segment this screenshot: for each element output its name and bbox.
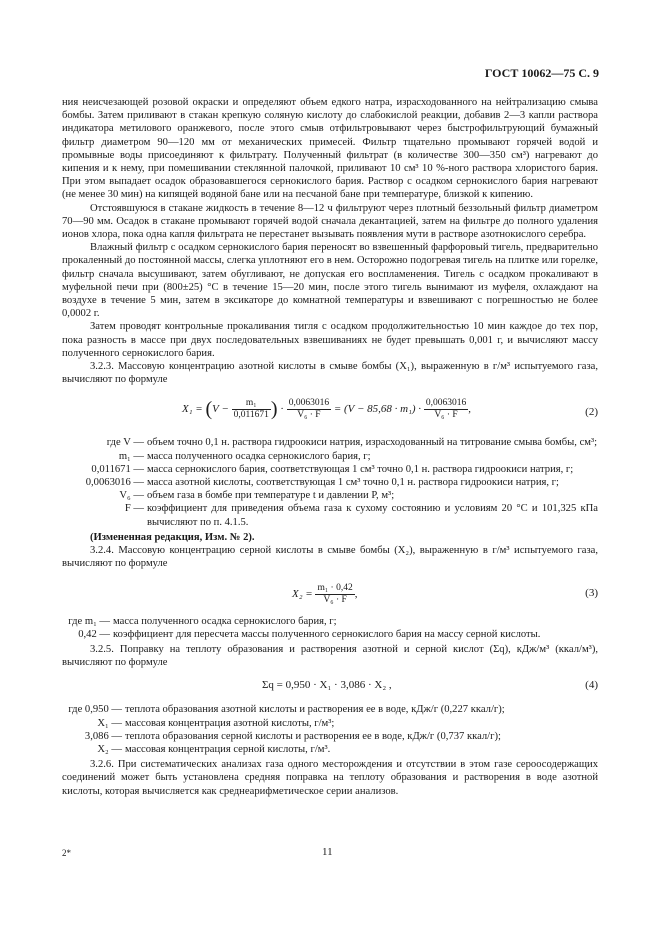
page-content bbox=[62, 96, 598, 798]
definition-row bbox=[62, 476, 598, 489]
formula-2-frac-1 bbox=[232, 398, 271, 421]
definition-key: 3,086 — bbox=[84, 730, 122, 742]
definition-key: где V — bbox=[106, 437, 144, 449]
definition-text: масса полученного осадка сернокислого бария, г; bbox=[147, 450, 371, 462]
definition-key: F — bbox=[124, 503, 144, 515]
definition-key: где 0,950 — bbox=[68, 704, 122, 716]
formula-2-frac-2-num: 0,0063016 bbox=[288, 398, 330, 409]
paragraph-3: Влажный фильтр с осадком сернокислого бария переносят во взвешенный фарфоровый тигель, предварительно прокаленный до постоянной массы, слегка уплотняют его в нем. Осторожно подогревая тигель на плитке или горелке, фильтр сначала высушивают, затем обугливают, не допуская его воспламенения. Тигель с осадком прокаливают в муфельной печи при (800±25) °С в течение 15—20 мин, после этого тигель вынимают из муфеля, охлаждают на воздухе в течение 5 мин, затем в эксикаторе до комнатной температуры и взвешивают с погрешностью не более 0,0002 г. bbox=[62, 242, 598, 320]
formula-2-body: X₁ = (V − $\frac{\text{m₁}}{0,011671}$ ) · $\frac{0,0063016}{\text{V₆ · F}}$ = (V − 85,68 · m₁) · $\frac{0,0063016}{\text{V₆ · F}}$ , bbox=[182, 398, 471, 421]
definition-text: масса полученного осадка сернокислого бария, г; bbox=[113, 615, 337, 627]
definition-key: X₁ — bbox=[97, 717, 122, 729]
formula-3-number: (3) bbox=[585, 586, 598, 599]
formula-2-number: (2) bbox=[585, 406, 598, 419]
definition-text: масса азотной кислоты, соответствующая 1 см³ точно 0,1 н. раствора гидроокиси натрия, г; bbox=[147, 477, 559, 489]
definition-row bbox=[62, 615, 598, 628]
definition-row bbox=[62, 628, 598, 641]
definition-text: теплота образования азотной кислоты и растворения ее в воде, кДж/г (0,227 ккал/г); bbox=[125, 704, 505, 716]
definition-row bbox=[62, 730, 598, 743]
paragraph-3-2-6: 3.2.6. При систематических анализах газа одного месторождения и отсутствии в этом газе сероосодержащих соединений может быть установлена средняя поправка на теплоту образования и растворения в воде азотной кислоты, которая вычисляется как среднеарифметическое серии анализов. bbox=[62, 759, 598, 797]
paragraph-4: Затем проводят контрольные прокаливания тигля с осадком продолжительностью 10 мин каждое до тех пор, пока разность в массе при двух последовательных взвешиваниях не будет превышать 0,001 г, и вычисляют массу полученного сернокислого бария. bbox=[62, 321, 598, 359]
formula-4-body: Σq = 0,950 · X₁ · 3,086 · X₂ , bbox=[262, 679, 392, 692]
formula-3-frac bbox=[315, 583, 354, 606]
definition-row bbox=[62, 743, 598, 756]
formula-2-paren-open: ( bbox=[205, 398, 213, 421]
formula-2-frac-3-den: V₆ · F bbox=[434, 410, 458, 421]
definition-text: масса сернокислого бария, соответствующая 1 см³ точно 0,1 н. раствора гидроокиси натрия, г; bbox=[147, 463, 574, 475]
formula-2-v-minus: V − bbox=[212, 403, 229, 416]
definition-row bbox=[62, 463, 598, 476]
formula-4-number: (4) bbox=[585, 679, 598, 692]
definition-key: X₂ — bbox=[97, 743, 122, 755]
formula-2-frac-1-num: m₁ bbox=[232, 398, 271, 410]
amendment-note: (Измененная редакция, Изм. № 2). bbox=[90, 531, 255, 543]
paragraph-1: ния неисчезающей розовой окраски и определяют объем едкого натра, израсходованного на нейтрализацию смыва бомбы. Затем приливают в стакан крепкую соляную кислоту до слабокислой реакции, добавив 2—3 капли раствора индикатора метилового оранжевого, после этого смыв отфильтровывают через быстрофильтрующий бумажный фильтр диаметром 90—120 мм от механических примесей. Фильтр тщательно промывают горячей водой и промывные воды присоединяют к фильтрату. Полученный фильтрат (в количестве 300—350 см³) нагревают до кипения и к нему, при помешивании стеклянной палочкой, приливают 10 см³ 10 %-ного раствора хлористого бария. При этом выпадает осадок образовавшегося сернокислого бария. Раствор с осадком сернокислого бария нагревают (не менее 30 мин) на кипящей водяной бане или на песчаной бане при температуре, близкой к кипению. bbox=[62, 97, 598, 201]
definition-text: массовая концентрация азотной кислоты, г/м³; bbox=[125, 717, 335, 729]
definition-key: m₁ — bbox=[118, 450, 144, 462]
formula-3-body: X₂ = $\frac{\text{m₁ · 0,42}}{\text{V₆ · F}}$ , bbox=[292, 582, 358, 605]
definition-row bbox=[62, 703, 598, 716]
paragraph-3-2-3: 3.2.3. Массовую концентрацию азотной кислоты в смыве бомбы (X₁), выраженную в г/м³ испытуемого газа, вычисляют по формуле bbox=[62, 361, 598, 386]
formula-2-frac-1-den: 0,011671 bbox=[233, 410, 269, 421]
definition-text: теплота образования серной кислоты и растворения ее в воде, кДж/г (0,737 ккал/г); bbox=[125, 730, 501, 742]
formula-2-mid: = (V − 85,68 · m₁) · bbox=[333, 403, 422, 416]
formula-3 bbox=[62, 577, 598, 611]
definition-row bbox=[62, 489, 598, 502]
formula-3-lhs: X₂ = bbox=[292, 587, 313, 600]
footer-signature-mark: 2* bbox=[62, 848, 71, 858]
definition-row bbox=[62, 436, 598, 449]
formula-2-lhs: X₁ = bbox=[182, 403, 203, 416]
definition-key: 0,0063016 — bbox=[85, 477, 144, 489]
definitions-2 bbox=[62, 436, 598, 528]
page-number: 11 bbox=[322, 846, 333, 858]
formula-2-frac-3-num: 0,0063016 bbox=[425, 398, 467, 409]
formula-2-frac-2 bbox=[287, 398, 331, 421]
definition-row bbox=[62, 450, 598, 463]
definition-text: коэффициент для приведения объема газа к сухому состоянию и условиям 20 °С и 101,325 кПа вычисляют по п. 4.1.5. bbox=[147, 503, 598, 528]
definitions-4 bbox=[62, 703, 598, 756]
page-header: ГОСТ 10062—75 С. 9 bbox=[484, 66, 599, 80]
definition-text: объем точно 0,1 н. раствора гидроокиси натрия, израсходованный на титрование смыва бомбы, см³; bbox=[147, 437, 598, 449]
formula-2-paren-close: ) bbox=[270, 398, 278, 421]
formula-3-den: V₆ · F bbox=[323, 594, 347, 605]
definition-key: где m₁ — bbox=[68, 615, 110, 627]
formula-3-num: m₁ · 0,42 bbox=[317, 582, 353, 593]
definitions-3 bbox=[62, 615, 598, 641]
definition-text: массовая концентрация серной кислоты, г/м³. bbox=[125, 743, 331, 755]
paragraph-3-2-5: 3.2.5. Поправку на теплоту образования и растворения азотной и серной кислот (Σq), кДж/м³ (ккал/м³), вычисляют по формуле bbox=[62, 643, 598, 669]
definition-row bbox=[62, 502, 598, 528]
definition-key: 0,011671 — bbox=[91, 463, 144, 475]
paragraph-2: Отстоявшуюся в стакане жидкость в течение 8—12 ч фильтруют через плотный беззольный фильтр диаметром 70—90 мм. Осадок в стакане промывают горячей водой сначала декантацией, затем на фильтре до полного удаления ионов хлора, пока одна капля фильтрата не перестанет вызывать появления мути в растворе азотнокислого серебра. bbox=[62, 202, 598, 241]
definition-key: 0,42 — bbox=[78, 628, 110, 640]
formula-2 bbox=[62, 392, 598, 432]
definition-text: объем газа в бомбе при температуре t и давлении P, м³; bbox=[147, 490, 395, 502]
paragraph-3-2-4: 3.2.4. Массовую концентрацию серной кислоты в смыве бомбы (X₂), выраженную в г/м³ испытуемого газа, вычисляют по формуле bbox=[62, 545, 598, 570]
definition-text: коэффициент для пересчета массы полученного сернокислого бария на массу серной кислоты. bbox=[113, 628, 541, 640]
formula-2-frac-2-den: V₆ · F bbox=[297, 410, 321, 421]
definition-row bbox=[62, 717, 598, 730]
definition-key: V₆ — bbox=[119, 490, 144, 502]
formula-4 bbox=[62, 675, 598, 699]
formula-2-frac-3 bbox=[424, 398, 468, 421]
